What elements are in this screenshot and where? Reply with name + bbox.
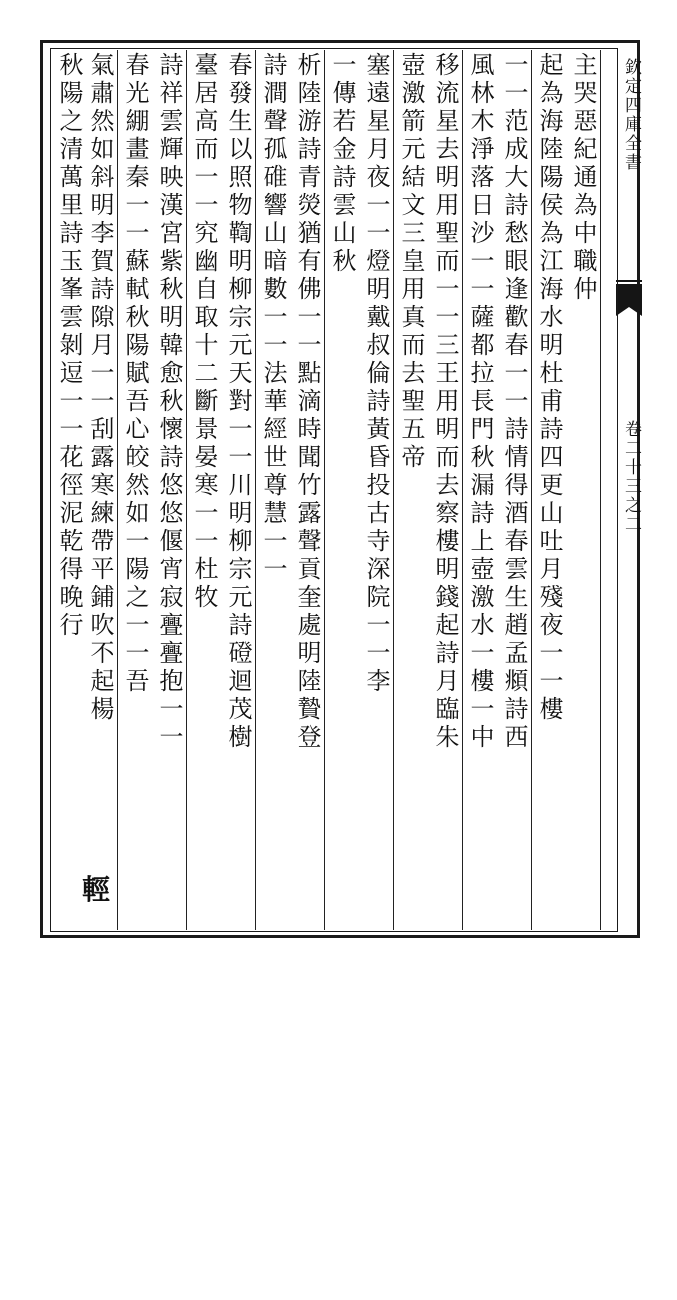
text-column-12: 臺居高而一一究幽自取十二斷景晏寒一一杜牧: [190, 52, 218, 612]
text-column-10: 詩澗聲孤碓響山暗數一一法華經世尊慧一一: [259, 52, 287, 584]
text-column-5: 移流星去明用聖而一一三王用明而去察樓明錢起詩月臨朱: [431, 52, 459, 752]
text-column-7: 塞遠星月夜一一燈明戴叔倫詩黃昏投古寺深院一一李: [362, 52, 390, 696]
text-column-14: 春光綳畫秦一一蘇軾秋陽賦吾心皎然如一陽之一一吾: [121, 52, 149, 696]
text-column-16: 秋陽之清萬里詩玉峯雲剝逗一一花徑泥乾得晚行: [55, 52, 83, 640]
text-column-11: 春發生以照物鞫明柳宗元天對一一川明柳宗元詩磴迴茂樹: [224, 52, 252, 752]
text-column-9: 析陸游詩青熒猶有佛一一點滴時聞竹露聲貢奎處明陸贄登: [293, 52, 321, 752]
text-column-2: 起為海陸陽侯為江海水明杜甫詩四更山吐月殘夜一一樓: [535, 52, 563, 724]
column-rule: [600, 50, 601, 930]
text-column-15: 氣肅然如斜明李賀詩隙月一一刮露寒練帶平鋪吹不起楊: [86, 52, 114, 724]
text-column-4: 風林木淨落日沙一一薩都拉長門秋漏詩上壺激水一樓一中: [466, 52, 494, 752]
text-column-8: 一傳若金詩雲山秋: [328, 52, 356, 276]
text-column-1: 主哭惡紀通為中職仲: [569, 52, 597, 304]
text-column-3: 一一范成大詩愁眼逢歡春一一詩情得酒春雲生趙孟頫詩西: [500, 52, 528, 752]
text-column-13: 詩祥雲輝映漢宮紫秋明韓愈秋懷詩悠悠偃宵寂亹亹抱一一: [155, 52, 183, 752]
fishtail-line-top: [616, 280, 642, 282]
bottom-character: 輕: [82, 873, 111, 906]
text-column-6: 壺激箭元結文三皇用真而去聖五帝: [397, 52, 425, 472]
volume-label-margin: 卷二十三之二: [621, 420, 641, 534]
book-title-margin: 欽定四庫全書: [621, 58, 641, 172]
